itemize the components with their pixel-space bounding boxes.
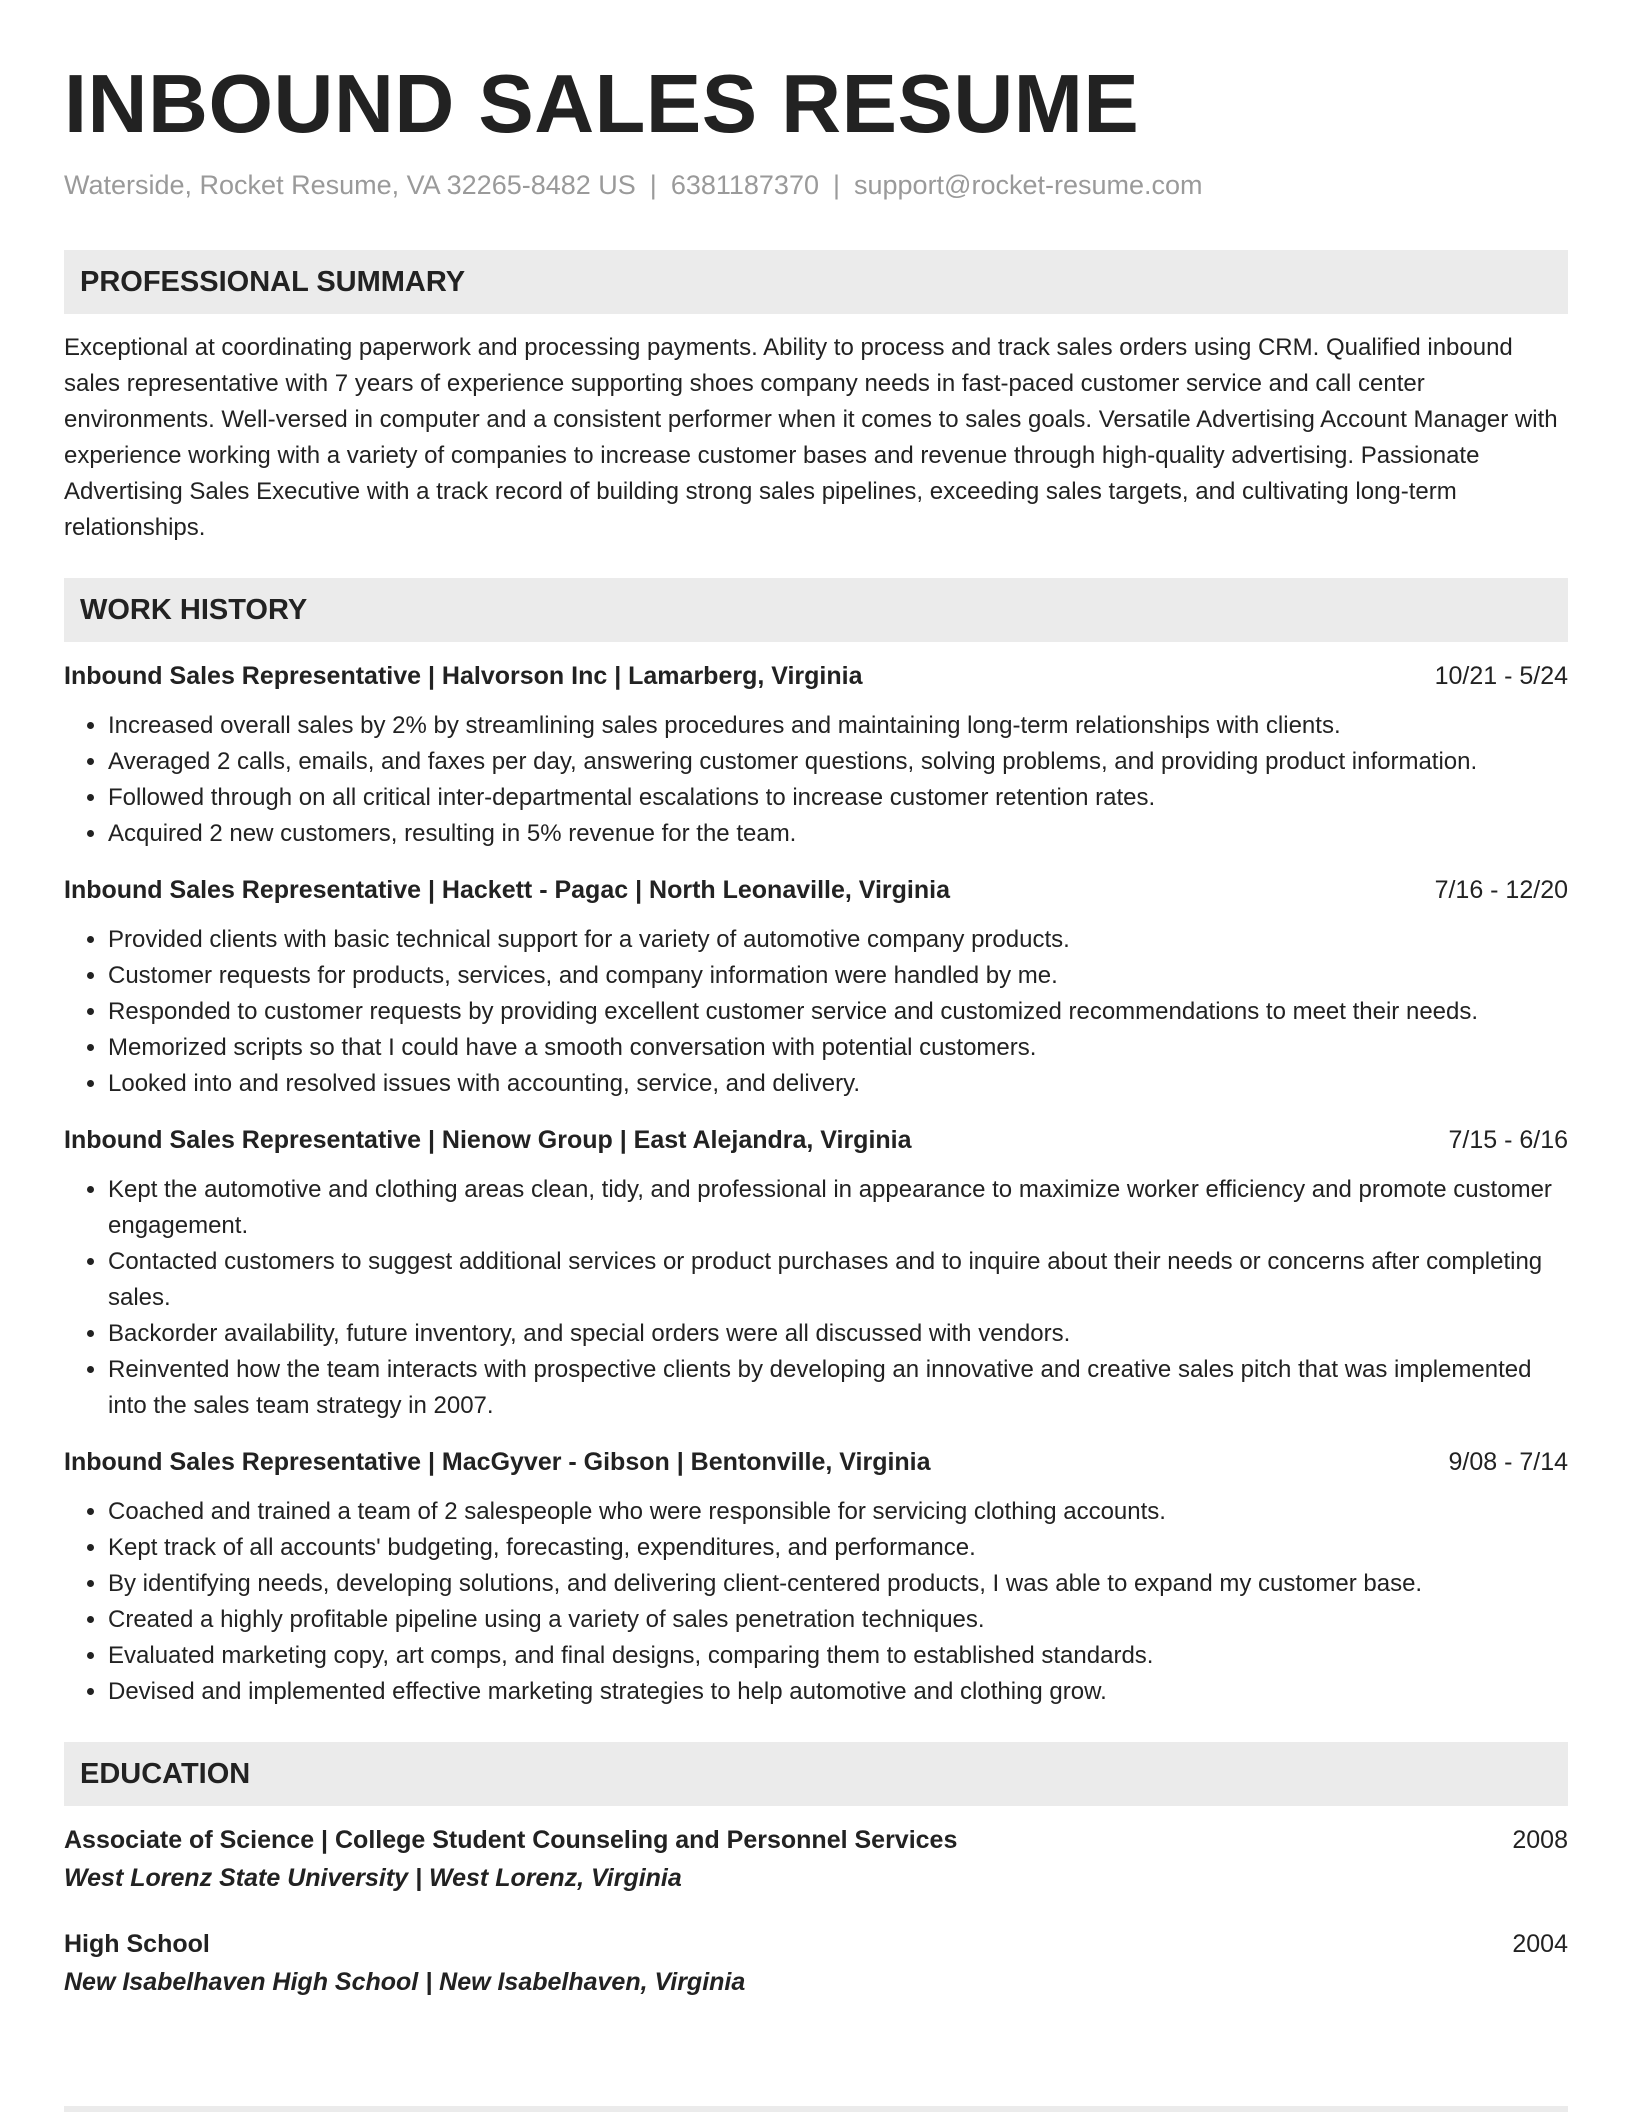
job-bullet: • Provided clients with basic technical support for a variety of automotive company products. (108, 922, 1568, 958)
job-bullet: • Kept the automotive and clothing areas clean, tidy, and professional in appearance to maximize worker efficiency and promote customer engagement. (108, 1172, 1568, 1244)
bottom-divider (64, 2106, 1568, 2112)
job-bullet: • Averaged 2 calls, emails, and faxes per day, answering customer questions, solving problems, and providing product information. (108, 744, 1568, 780)
job-entry (64, 658, 1568, 852)
job-bullet: • Responded to customer requests by providing excellent customer service and customized recommendations to meet their needs. (108, 994, 1568, 1030)
job-bullet: • Acquired 2 new customers, resulting in 5% revenue for the team. (108, 816, 1568, 852)
education-year: 2004 (1512, 1930, 1568, 1958)
job-bullets (64, 1172, 1568, 1424)
education-school: New Isabelhaven High School | New Isabelhaven, Virginia (64, 1968, 746, 1996)
job-entry (64, 1444, 1568, 1710)
job-bullet: • Backorder availability, future inventory, and special orders were all discussed with vendors. (108, 1316, 1568, 1352)
job-entry (64, 1122, 1568, 1424)
job-bullet: • Followed through on all critical inter-departmental escalations to increase customer retention rates. (108, 780, 1568, 816)
education-year: 2008 (1512, 1826, 1568, 1854)
job-title: Inbound Sales Representative | Hackett - Pagac | North Leonaville, Virginia (64, 876, 950, 904)
job-bullet: • By identifying needs, developing solutions, and delivering client-centered products, I was able to expand my customer base. (108, 1566, 1568, 1602)
job-title: Inbound Sales Representative | MacGyver - Gibson | Bentonville, Virginia (64, 1448, 931, 1476)
job-bullet: • Customer requests for products, services, and company information were handled by me. (108, 958, 1568, 994)
section-heading-summary: PROFESSIONAL SUMMARY (64, 250, 1568, 314)
job-dates: 7/16 - 12/20 (1434, 876, 1568, 904)
job-bullet: • Created a highly profitable pipeline using a variety of sales penetration techniques. (108, 1602, 1568, 1638)
job-bullet: • Coached and trained a team of 2 salespeople who were responsible for servicing clothing accounts. (108, 1494, 1568, 1530)
job-bullets (64, 1494, 1568, 1710)
section-heading-education: EDUCATION (64, 1742, 1568, 1806)
contact-separator: | (649, 170, 657, 200)
job-bullet: • Reinvented how the team interacts with prospective clients by developing an innovative and creative sales pitch that was implemented into the sales team strategy in 2007. (108, 1352, 1568, 1424)
job-dates: 7/15 - 6/16 (1448, 1126, 1568, 1154)
job-bullet: • Devised and implemented effective marketing strategies to help automotive and clothing grow. (108, 1674, 1568, 1710)
phone: 6381187370 (670, 170, 819, 200)
job-bullet: • Looked into and resolved issues with accounting, service, and delivery. (108, 1066, 1568, 1102)
job-title: Inbound Sales Representative | Nienow Group | East Alejandra, Virginia (64, 1126, 912, 1154)
contact-line (64, 168, 1568, 202)
job-bullet: • Memorized scripts so that I could have a smooth conversation with potential customers. (108, 1030, 1568, 1066)
education-degree: High School (64, 1930, 210, 1958)
address: Waterside, Rocket Resume, VA 32265-8482 US (64, 170, 636, 200)
education-school: West Lorenz State University | West Lorenz, Virginia (64, 1864, 682, 1892)
resume-title: INBOUND SALES RESUME (64, 57, 1140, 150)
job-bullet: • Increased overall sales by 2% by streamlining sales procedures and maintaining long-term relationships with clients. (108, 708, 1568, 744)
job-bullets (64, 922, 1568, 1102)
job-bullets (64, 708, 1568, 852)
email-link[interactable]: support@rocket-resume.com (854, 170, 1203, 200)
job-bullet: • Contacted customers to suggest additional services or product purchases and to inquire about their needs or concerns after completing sales. (108, 1244, 1568, 1316)
job-title: Inbound Sales Representative | Halvorson Inc | Lamarberg, Virginia (64, 662, 863, 690)
summary-text: Exceptional at coordinating paperwork and processing payments. Ability to process and track sales orders using CRM. Qualified inbound sales representative with 7 years of experience supporting shoes company needs in fast-paced customer service and call center environments. Well-versed in computer and a consistent performer when it comes to sales goals. Versatile Advertising Account Manager with experience working with a variety of companies to increase customer bases and revenue through high-quality advertising. Passionate Advertising Sales Executive with a track record of building strong sales pipelines, exceeding sales targets, and cultivating long-term relationships. (64, 334, 1558, 541)
job-bullet: • Evaluated marketing copy, art comps, and final designs, comparing them to established standards. (108, 1638, 1568, 1674)
education-entry (64, 1822, 1568, 1898)
education-entry (64, 1926, 1568, 2002)
job-dates: 10/21 - 5/24 (1434, 662, 1568, 690)
job-bullet: • Kept track of all accounts' budgeting, forecasting, expenditures, and performance. (108, 1530, 1568, 1566)
education-degree: Associate of Science | College Student Counseling and Personnel Services (64, 1826, 958, 1854)
work-history-list (64, 658, 1568, 1710)
contact-separator: | (832, 170, 840, 200)
section-heading-work-history: WORK HISTORY (64, 578, 1568, 642)
job-entry (64, 872, 1568, 1102)
job-dates: 9/08 - 7/14 (1448, 1448, 1568, 1476)
